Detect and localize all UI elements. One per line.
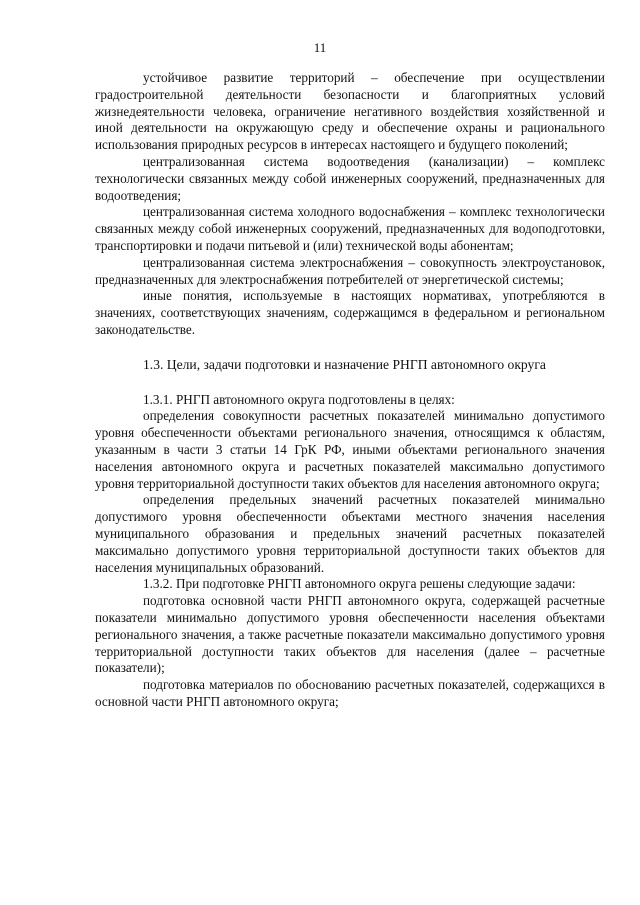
goal-paragraph: определения предельных значений расчетных показателей минимально допустимого уровня обеспеченности объектами местного значения населения муниципального образования и предельных значений расчетных показателей максимально допустимого уровня территориальной доступности таких объектов для населения муниципальных образований.: [95, 492, 605, 575]
task-paragraph: подготовка материалов по обоснованию расчетных показателей, содержащихся в основной части РНГП автономного округа;: [95, 677, 605, 709]
goal-paragraph: определения совокупности расчетных показателей минимально допустимого уровня обеспеченности объектами регионального значения, относящимся к областям, указанным в части 3 статьи 14 ГрК РФ, иными объектами регионального значения населения автономного округа и расчетных показателей максимально допустимого уровня территориальной доступности таких объектов для населения автономного округа;: [95, 408, 605, 491]
definition-paragraph: централизованная система водоотведения (канализации) – комплекс технологически связанных между собой инженерных сооружений, предназначенных для водоотведения;: [95, 153, 605, 203]
definition-paragraph: иные понятия, используемые в настоящих нормативах, употребляются в значениях, соответствующих значениям, содержащимся в федеральном и региональном законодательстве.: [95, 288, 605, 337]
section-heading: 1.3. Цели, задачи подготовки и назначение РНГП автономного округа: [143, 356, 546, 372]
definition-paragraph: централизованная система холодного водоснабжения – комплекс технологически связанных между собой инженерных сооружений, предназначенных для водоподготовки, транспортировки и подачи питьевой и (или) технической воды абонентам;: [95, 204, 605, 253]
task-paragraph: подготовка основной части РНГП автономного округа, содержащей расчетные показатели минимально допустимого уровня обеспеченности населения объектами регионального значения, а также расчетные показатели максимально допустимого уровня территориальной доступности таких объектов для населения (далее – расчетные показатели);: [95, 593, 605, 676]
definition-paragraph: устойчивое развитие территорий – обеспечение при осуществлении градостроительной деятельности безопасности и благоприятных условий жизнедеятельности человека, ограничение негативного воздействия хозяйственной и иной деятельности на окружающую среду и обеспечение охраны и рационального использования природных ресурсов в интересах настоящего и будущего поколений;: [95, 70, 605, 153]
document-body: [95, 70, 605, 711]
page-number: 11: [313, 40, 327, 55]
subsection-title: 1.3.1. РНГП автономного округа подготовлены в целях:: [143, 391, 455, 407]
subsection-title: 1.3.2. При подготовке РНГП автономного округа решены следующие задачи:: [143, 576, 576, 592]
definition-paragraph: централизованная система электроснабжения – совокупность электроустановок, предназначенных для электроснабжения потребителей от энергетической системы;: [95, 254, 605, 287]
